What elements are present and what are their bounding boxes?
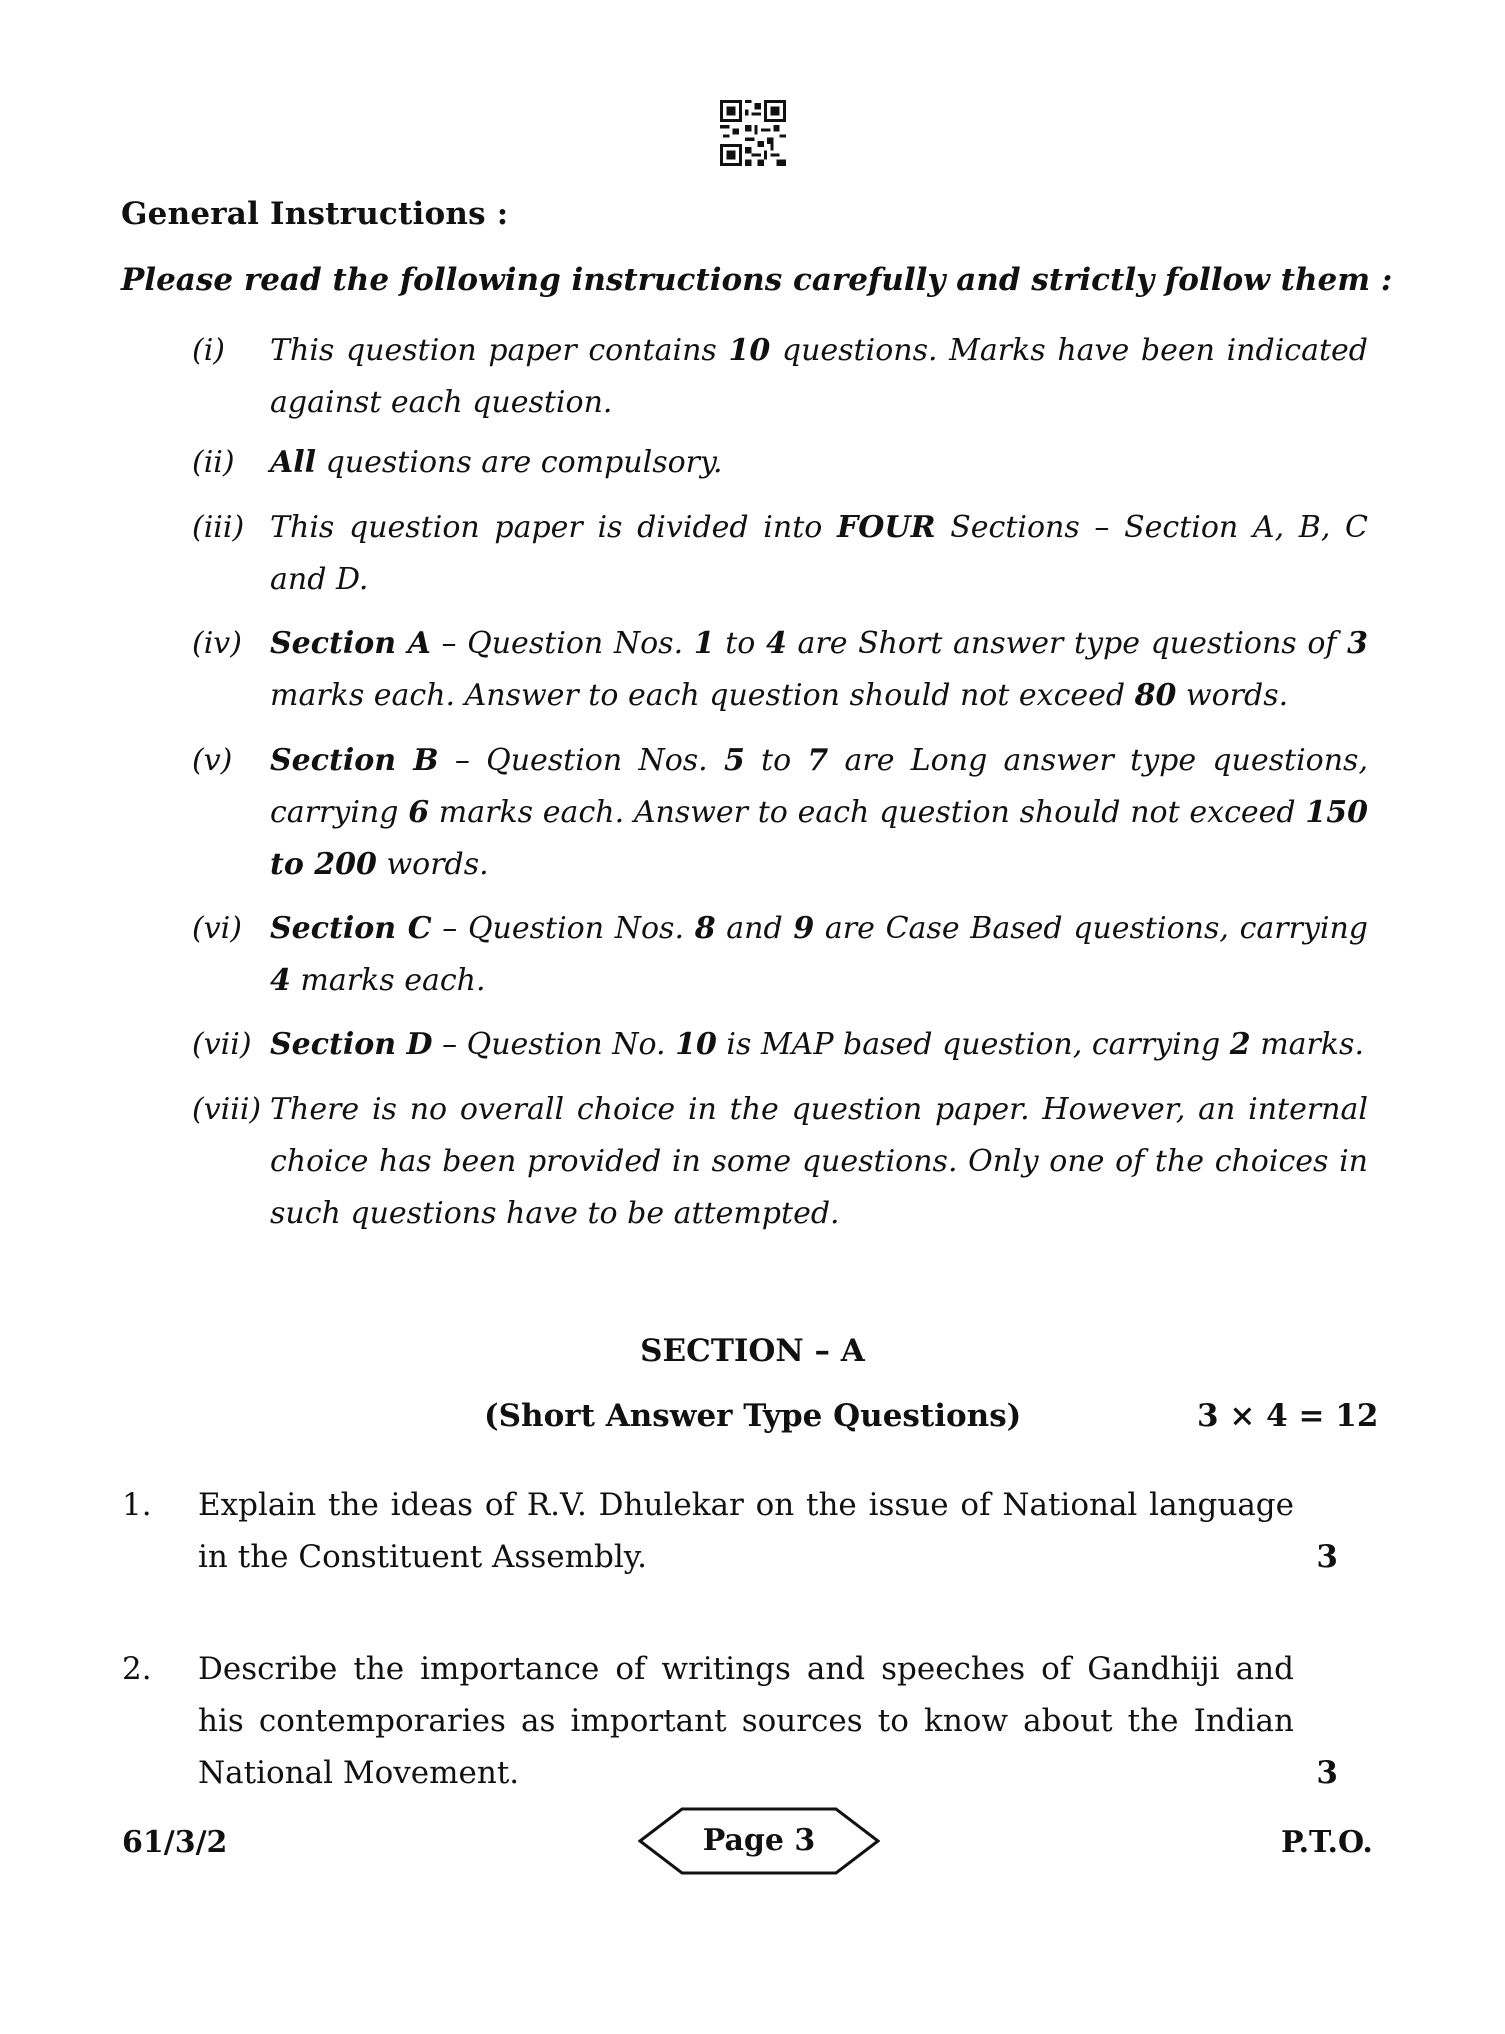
section-marks: 3 × 4 = 12 <box>1197 1398 1379 1434</box>
instruction-number: (ii) <box>192 445 235 480</box>
instruction-item <box>192 502 1368 606</box>
question-marks: 3 <box>1316 1539 1338 1575</box>
instruction-text: Section A – Question Nos. 1 to 4 are Short answer type questions of 3 marks each. Answer to each question should not exceed 80 words. <box>270 626 1368 713</box>
page-number: Page 3 <box>702 1823 816 1858</box>
question-marks: 3 <box>1316 1755 1338 1791</box>
instruction-text: This question paper contains 10 questions. Marks have been indicated against each question. <box>270 333 1368 420</box>
instruction-number: (i) <box>192 333 226 368</box>
instruction-item <box>192 1084 1368 1240</box>
question-item <box>122 1479 1352 1583</box>
instruction-text: Section D – Question No. 10 is MAP based question, carrying 2 marks. <box>270 1027 1364 1062</box>
instruction-item <box>192 903 1368 1007</box>
section-subtitle: (Short Answer Type Questions) <box>484 1398 1022 1434</box>
instruction-item <box>192 437 1368 489</box>
question-number: 2. <box>122 1651 152 1687</box>
instruction-item <box>192 1019 1368 1071</box>
section-title: SECTION – A <box>640 1333 865 1369</box>
question-text: Explain the ideas of R.V. Dhulekar on the issue of National language in the Constituent Assembly. <box>198 1487 1294 1575</box>
paper-code: 61/3/2 <box>122 1825 228 1860</box>
pto-label: P.T.O. <box>1281 1825 1373 1860</box>
question-item <box>122 1643 1352 1799</box>
instruction-item <box>192 735 1368 891</box>
instruction-item <box>192 325 1368 429</box>
instruction-number: (viii) <box>192 1092 262 1127</box>
question-text: Describe the importance of writings and speeches of Gandhiji and his contemporaries as important sources to know about the Indian National Movement. <box>198 1651 1294 1791</box>
instruction-text: Section B – Question Nos. 5 to 7 are Long answer type questions, carrying 6 marks each. Answer to each question should not exceed 150 to 200 words. <box>270 743 1368 882</box>
instruction-number: (vii) <box>192 1027 252 1062</box>
instruction-number: (v) <box>192 743 233 778</box>
qr-code-icon <box>720 100 786 166</box>
instruction-text: There is no overall choice in the question paper. However, an internal choice has been provided in some questions. Only one of the choices in such questions have to be attempted. <box>270 1092 1368 1231</box>
instruction-number: (iv) <box>192 626 242 661</box>
instruction-item <box>192 618 1368 722</box>
question-number: 1. <box>122 1487 152 1523</box>
instruction-text: All questions are compulsory. <box>270 445 723 480</box>
instruction-number: (vi) <box>192 911 242 946</box>
general-instructions-heading: General Instructions : <box>121 196 509 232</box>
instruction-text: Section C – Question Nos. 8 and 9 are Case Based questions, carrying 4 marks each. <box>270 911 1369 998</box>
instruction-number: (iii) <box>192 510 245 545</box>
general-instructions-intro: Please read the following instructions carefully and strictly follow them : <box>121 262 1393 298</box>
page-number-badge <box>638 1806 880 1876</box>
instruction-text: This question paper is divided into FOUR Sections – Section A, B, C and D. <box>270 510 1368 597</box>
